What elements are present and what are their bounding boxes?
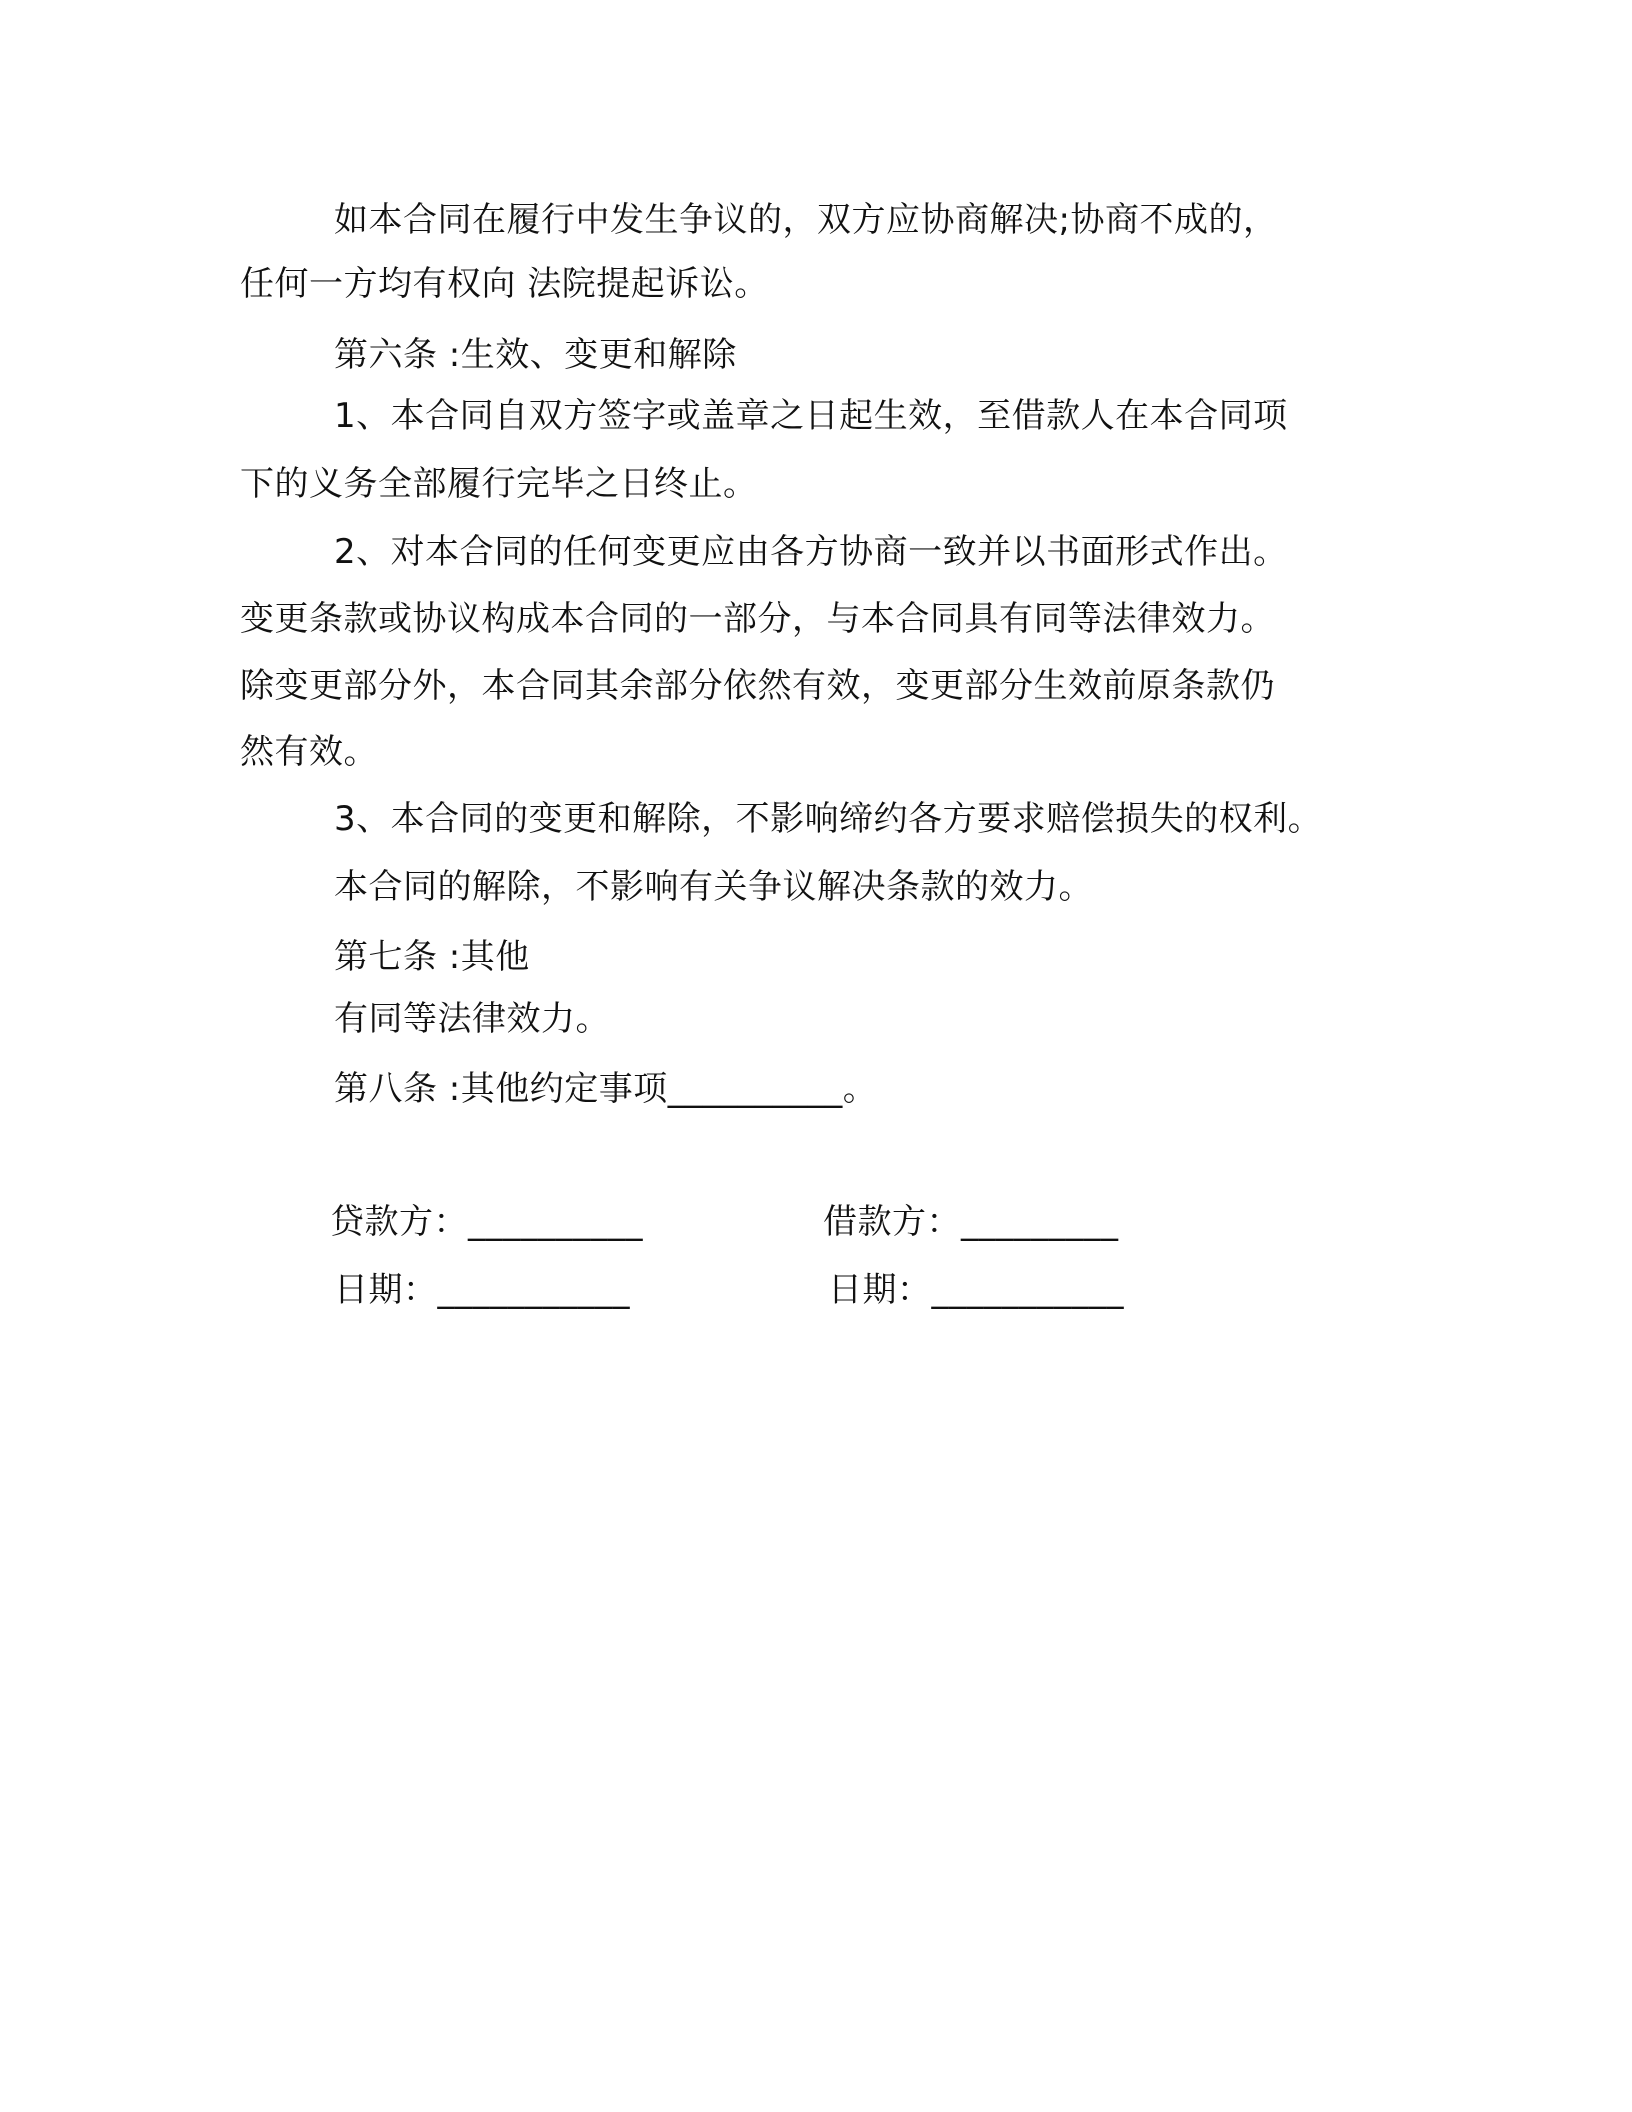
article-6-clause-2-line-1: 2、对本合同的任何变更应由各方协商一致并以书面形式作出。: [334, 532, 1288, 572]
borrower-date-line: 日期：___________: [828, 1270, 1124, 1310]
article-7-heading: 第七条 :其他: [334, 937, 530, 977]
dispute-line-2: 任何一方均有权向 法院提起诉讼。: [240, 264, 769, 304]
article-7-body: 有同等法律效力。: [334, 999, 610, 1039]
article-6-clause-2-line-3: 除变更部分外，本合同其余部分依然有效，变更部分生效前原条款仍: [240, 666, 1275, 706]
dispute-line-1: 如本合同在履行中发生争议的，双方应协商解决;协商不成的，: [334, 200, 1278, 240]
article-8-text: 第八条 :其他约定事项__________。: [334, 1069, 878, 1109]
article-6-clause-1-line-2: 下的义务全部履行完毕之日终止。: [240, 464, 758, 504]
article-6-clause-2-line-4: 然有效。: [240, 732, 378, 772]
lender-date-line: 日期：___________: [334, 1270, 630, 1310]
borrower-signature-line: 借款方：_________: [823, 1202, 1119, 1242]
article-6-clause-3-line-2: 本合同的解除，不影响有关争议解决条款的效力。: [334, 867, 1093, 907]
lender-signature-line: 贷款方：__________: [330, 1202, 643, 1242]
article-6-clause-3-line-1: 3、本合同的变更和解除，不影响缔约各方要求赔偿损失的权利。: [334, 799, 1323, 839]
article-6-heading: 第六条 :生效、变更和解除: [334, 335, 737, 375]
article-6-clause-2-line-2: 变更条款或协议构成本合同的一部分，与本合同具有同等法律效力。: [240, 599, 1275, 639]
article-6-clause-1-line-1: 1、本合同自双方签字或盖章之日起生效，至借款人在本合同项: [334, 396, 1288, 436]
